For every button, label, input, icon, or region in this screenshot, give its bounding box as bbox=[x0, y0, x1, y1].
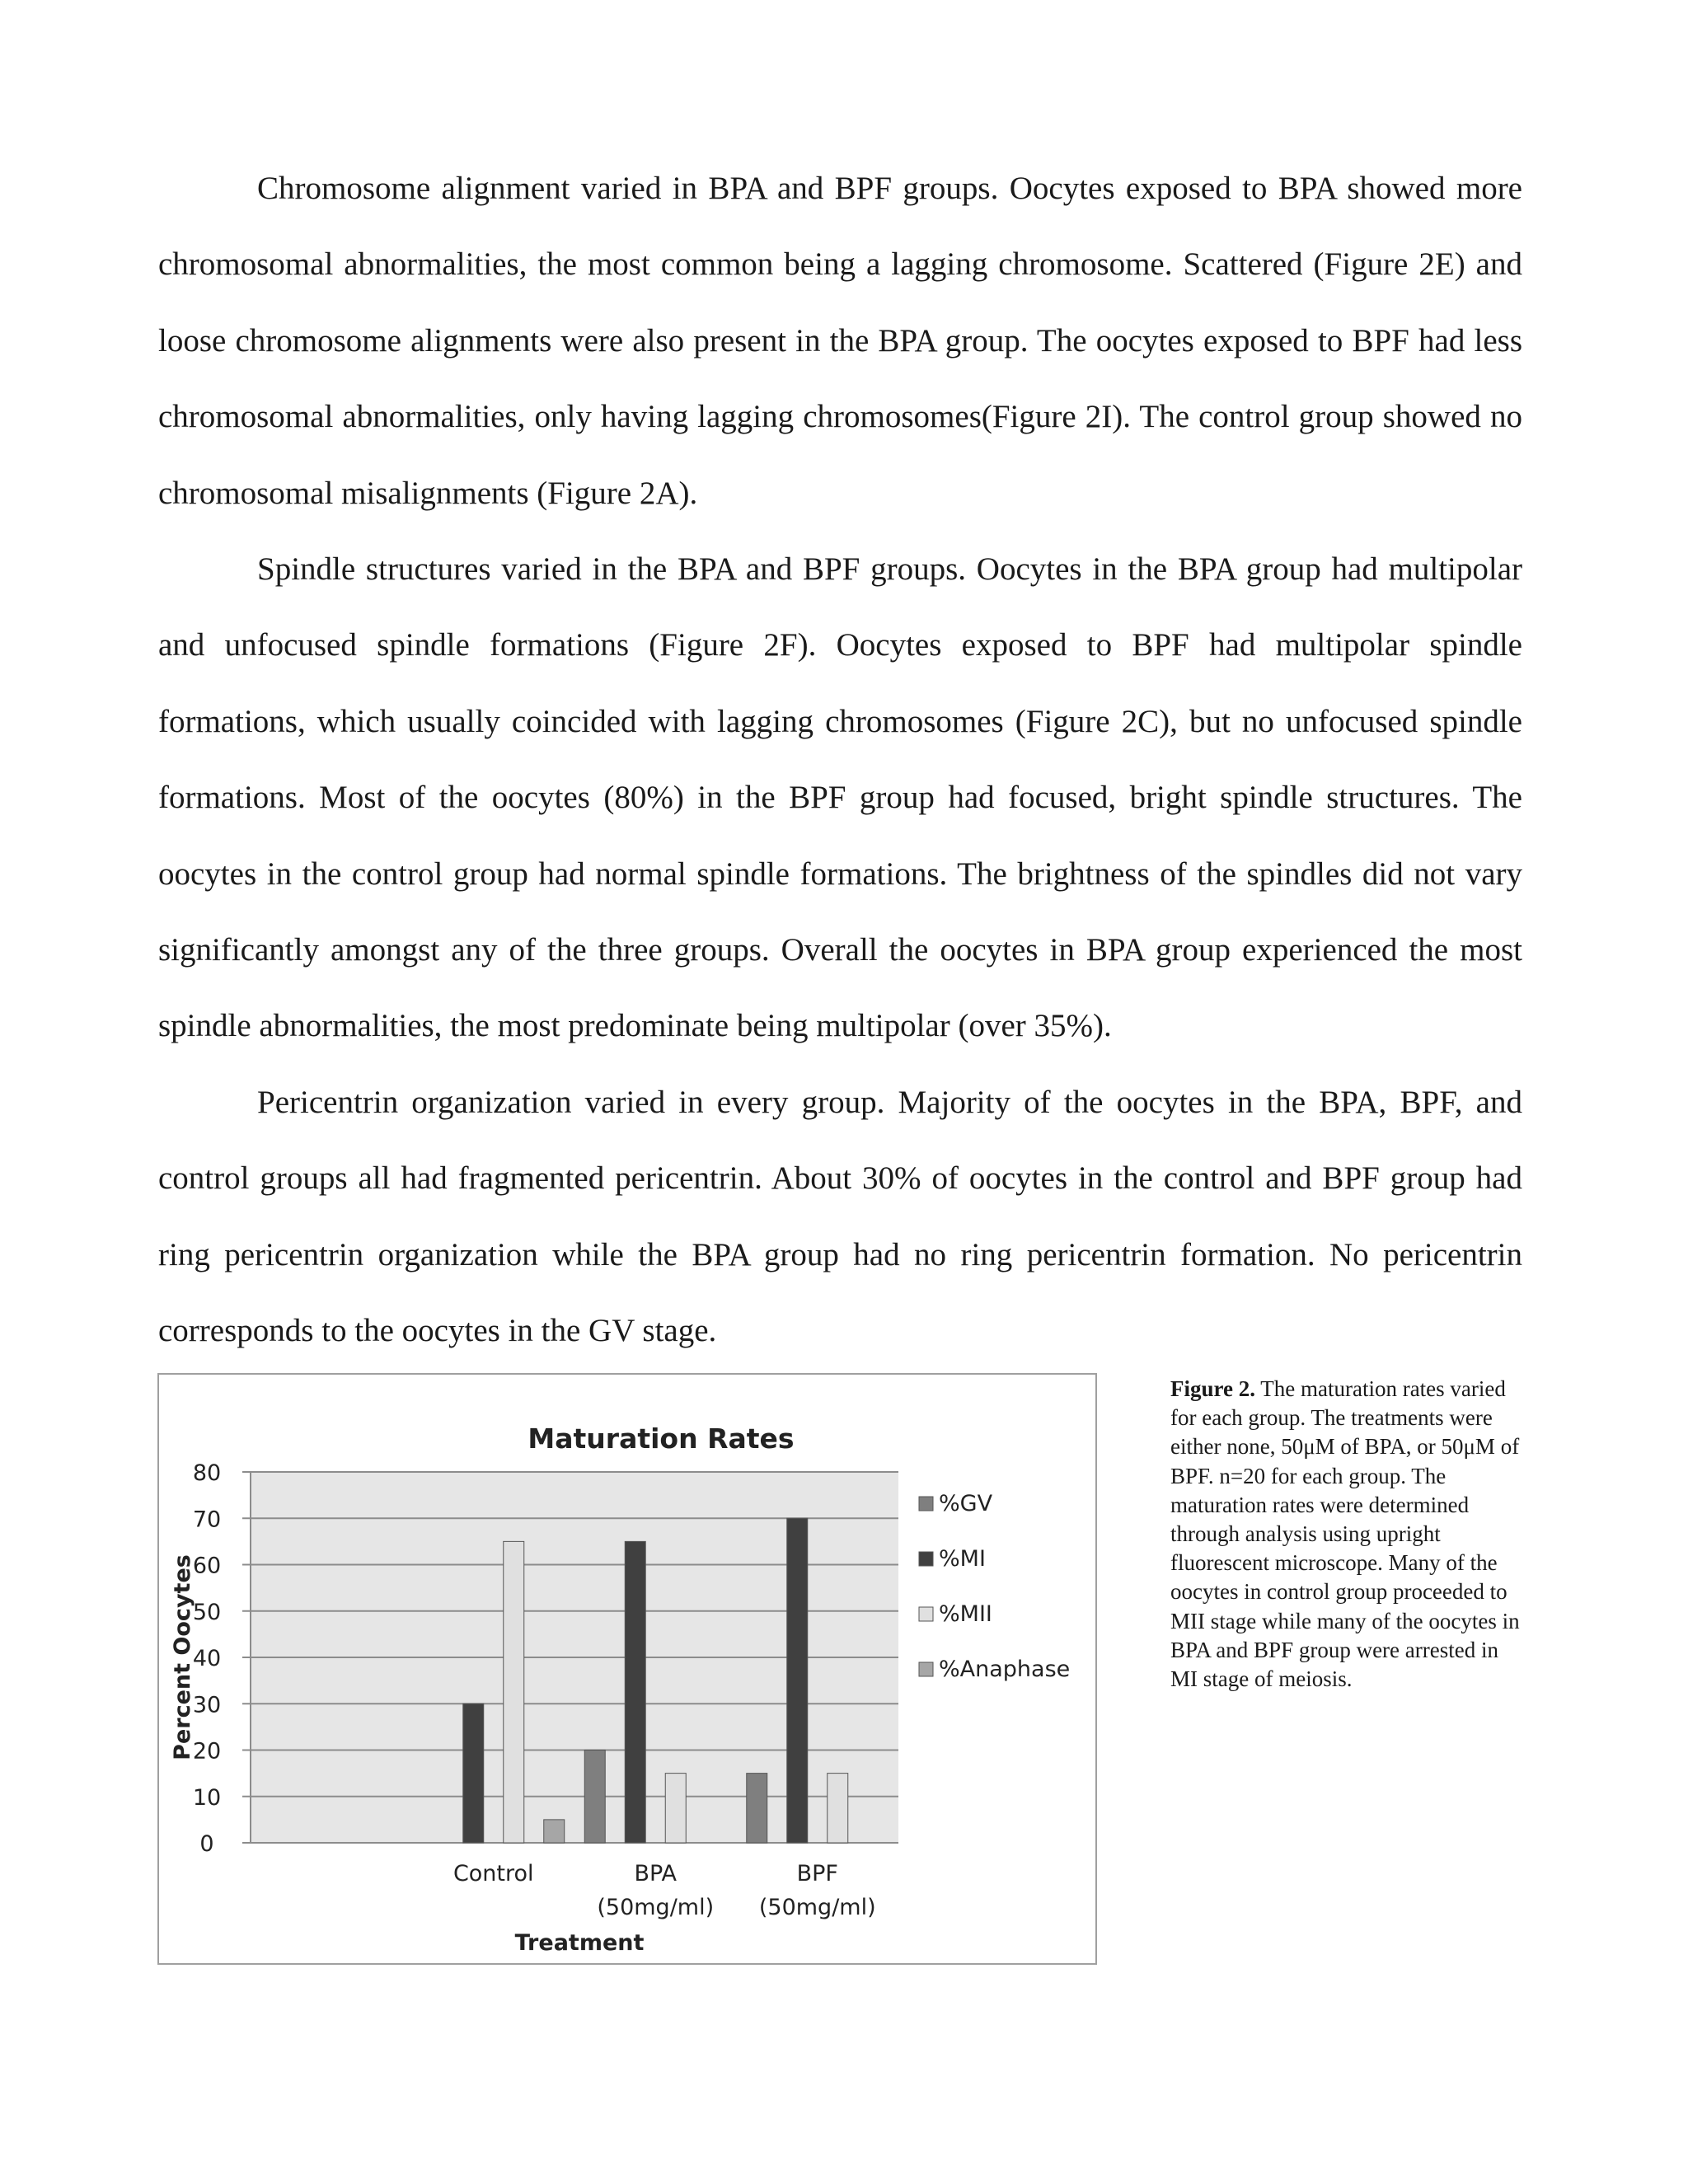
y-tick-label: 20 bbox=[192, 1738, 222, 1765]
y-axis-label: Percent Oocytes bbox=[170, 1554, 195, 1760]
x-tick-label: Control bbox=[452, 1861, 534, 1886]
bar bbox=[828, 1774, 848, 1843]
y-tick-label: 30 bbox=[192, 1692, 222, 1718]
y-tick-label: 80 bbox=[192, 1460, 222, 1486]
bar bbox=[625, 1541, 645, 1843]
legend-label: %Anaphase bbox=[939, 1657, 1071, 1682]
y-tick-label: 10 bbox=[192, 1784, 222, 1811]
x-tick-label: (50mg/ml) bbox=[758, 1895, 876, 1920]
legend-swatch bbox=[919, 1607, 933, 1621]
bar bbox=[463, 1704, 484, 1843]
paragraph-pericentrin-organization: Pericentrin organization varied in every group. Majority of the oocytes in the BPA, BPF, and control groups all had fragmented pericentrin. About 30% of oocytes in the control and BPF group had ring pericentrin organization while the BPA group had no ring pericentrin formation. No pericentrin corresponds to the oocytes in the GV stage. bbox=[158, 1084, 1522, 1349]
legend-swatch bbox=[919, 1497, 933, 1511]
bar bbox=[665, 1774, 686, 1843]
paragraph-spindle-structures: Spindle structures varied in the BPA and BPF groups. Oocytes in the BPA group had multipolar and unfocused spindle formations (Figure 2F). Oocytes exposed to BPF had multipolar spindle formations, which usually coincided with lagging chromosomes (Figure 2C), but no unfocused spindle formations. Most of the oocytes (80%) in the BPF group had focused, bright spindle structures. The oocytes in the control group had normal spindle formations. The brightness of the spindles did not vary significantly amongst any of the three groups. Overall the oocytes in BPA group experienced the most spindle abnormalities, the most predominate being multipolar (over 35%). bbox=[158, 551, 1522, 1044]
y-tick-label: 60 bbox=[192, 1553, 222, 1579]
figure-caption-label: Figure 2. bbox=[1170, 1376, 1255, 1401]
legend-label: %MII bbox=[939, 1601, 992, 1627]
legend-label: %MI bbox=[939, 1546, 986, 1572]
x-tick-label: BPA bbox=[634, 1861, 678, 1886]
y-tick-label: 0 bbox=[199, 1831, 214, 1857]
bar bbox=[747, 1774, 767, 1843]
y-tick-label: 40 bbox=[192, 1646, 222, 1671]
bar bbox=[544, 1820, 565, 1843]
figure-caption bbox=[1170, 1375, 1525, 1797]
x-tick-label: (50mg/ml) bbox=[597, 1895, 715, 1920]
bar bbox=[504, 1541, 524, 1843]
body-text bbox=[158, 151, 1522, 1370]
bar bbox=[787, 1518, 808, 1843]
legend-label: %GV bbox=[939, 1491, 993, 1516]
paragraph-chromosome-alignment: Chromosome alignment varied in BPA and BPF groups. Oocytes exposed to BPA showed more chromosomal abnormalities, the most common being a lagging chromosome. Scattered (Figure 2E) and loose chromosome alignments were also present in the BPA group. The oocytes exposed to BPF had less chromosomal abnormalities, only having lagging chromosomes(Figure 2I). The control group showed no chromosomal misalignments (Figure 2A). bbox=[158, 171, 1522, 511]
chart-title: Maturation Rates bbox=[528, 1422, 795, 1455]
y-tick-label: 70 bbox=[192, 1507, 222, 1533]
y-tick-label: 50 bbox=[192, 1599, 222, 1625]
legend-swatch bbox=[919, 1552, 933, 1566]
legend-swatch bbox=[919, 1662, 933, 1676]
figure-caption-text: The maturation rates varied for each group. The treatments were either none, 50μM of BPA, or 50μM of BPF. n=20 for each group. The maturation rates were determined through analysis using upright fluorescent microscope. Many of the oocytes in control group proceeded to MII stage while many of the oocytes in BPA and BPF group were arrested in MI stage of meiosis. bbox=[1170, 1376, 1520, 1692]
bar bbox=[584, 1750, 605, 1844]
maturation-rates-chart bbox=[157, 1373, 1097, 1965]
x-tick-label: BPF bbox=[796, 1861, 838, 1886]
x-axis-label: Treatment bbox=[514, 1930, 645, 1956]
